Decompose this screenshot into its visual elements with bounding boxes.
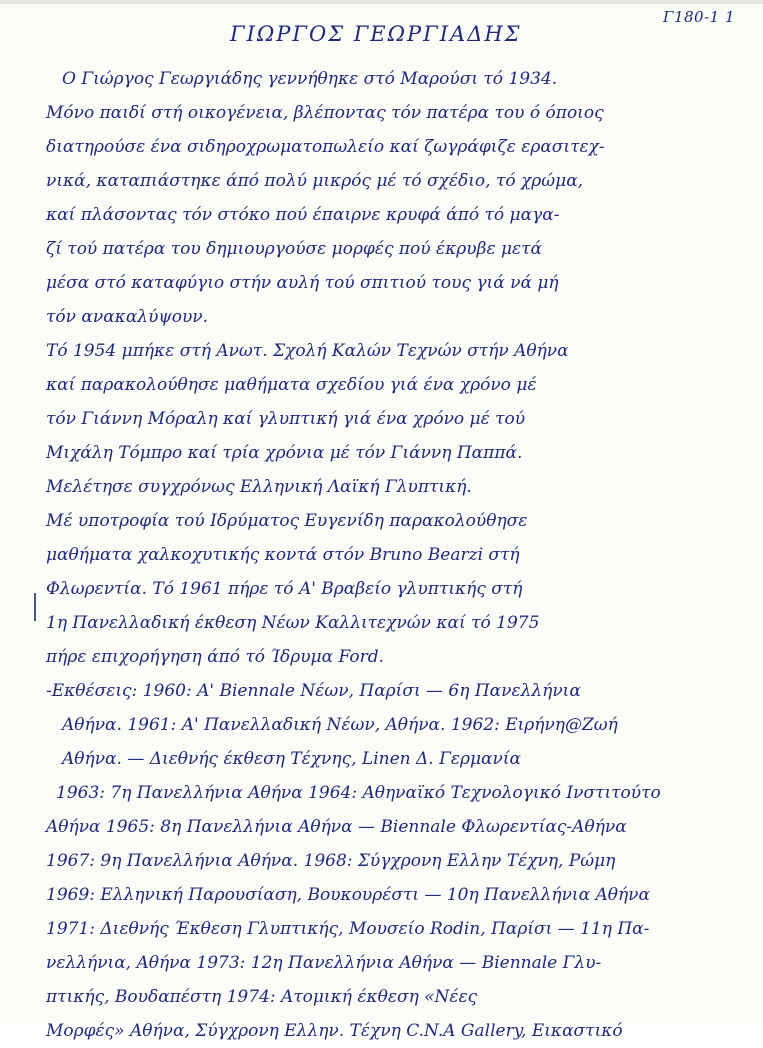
line-text: Τό 1954 μπήκε στή Ανωτ. Σχολή Καλών Τεχνών στήν Αθήνα — [46, 341, 569, 361]
line-text: Μόνο παιδί στή οικογένεια, βλέποντας τόν πατέρα του ό όποιος — [46, 103, 604, 123]
line-text: ζί τού πατέρα του δημιουργούσε μορφές πού έκρυβε μετά — [46, 239, 543, 259]
line-text: 1969: Ελληνική Παρουσίαση, Βουκουρέστι — 10η Πανελλήνια Αθήνα — [46, 885, 650, 905]
text-line — [46, 470, 746, 504]
line-text: καί παρακολούθησε μαθήματα σχεδίου γιά ένα χρόνο μέ — [46, 375, 537, 395]
line-text: 1η Πανελλαδική έκθεση Νέων Καλλιτεχνών καί τό 1975 — [46, 613, 540, 633]
archive-reference: Γ180-1 1 — [663, 8, 735, 26]
text-line — [46, 504, 746, 538]
text-line — [46, 334, 746, 368]
text-line — [46, 742, 746, 776]
line-text: νελλήνια, Αθήνα 1973: 12η Πανελλήνια Αθήνα — Biennale Γλυ- — [46, 953, 602, 973]
text-line — [46, 538, 746, 572]
line-text: διατηρούσε ένα σιδηροχρωματοπωλείο καί ζωγράφιζε ερασιτεχ- — [46, 137, 605, 157]
line-text: Μελέτησε συγχρόνως Ελληνική Λαϊκή Γλυπτική. — [46, 477, 472, 497]
line-text: Αθήνα. 1961: Α' Πανελλαδική Νέων, Αθήνα. 1962: Ειρήνη@Ζωή — [62, 715, 618, 735]
line-text: νικά, καταπιάστηκε άπό πολύ μικρός μέ τό σχέδιο, τό χρώμα, — [46, 171, 584, 191]
text-line — [46, 96, 746, 130]
line-text: Φλωρεντία. Τό 1961 πήρε τό Α' Βραβείο γλυπτικής στή — [46, 579, 523, 599]
paper-edge — [0, 0, 763, 4]
line-text: 1971: Διεθνής Έκθεση Γλυπτικής, Μουσείο Rodin, Παρίσι — 11η Πα- — [46, 919, 650, 939]
handwritten-text-body — [46, 62, 746, 1048]
text-line — [46, 164, 746, 198]
line-text: Αθήνα 1965: 8η Πανελλήνια Αθήνα — Biennale Φλωρεντίας-Αθήνα — [46, 817, 627, 837]
text-line — [46, 62, 746, 96]
text-line — [46, 844, 746, 878]
text-line — [46, 198, 746, 232]
text-line — [46, 878, 746, 912]
text-line — [46, 368, 746, 402]
text-line — [46, 810, 746, 844]
line-text: πτικής, Βουδαπέστη 1974: Ατομική έκθεση «Νέες — [46, 987, 478, 1007]
page-title: ΓΙΩΡΓΟΣ ΓΕΩΡΓΙΑΔΗΣ — [230, 22, 522, 46]
line-text: 1963: 7η Πανελλήνια Αθήνα 1964: Αθηναϊκό Τεχνολογικό Ινστιτούτο — [56, 783, 661, 803]
line-text: πήρε επιχορήγηση άπό τό Ίδρυμα Ford. — [46, 647, 384, 667]
line-text: μαθήματα χαλκοχυτικής κοντά στόν Bruno Bearzi στή — [46, 545, 520, 565]
margin-mark — [34, 593, 36, 621]
text-line — [46, 640, 746, 674]
text-line — [46, 232, 746, 266]
text-line — [46, 606, 746, 640]
line-text: μέσα στό καταφύγιο στήν αυλή τού σπιτιού τους γιά νά μή — [46, 273, 559, 293]
line-text: Μέ υποτροφία τού Ιδρύματος Ευγενίδη παρακολούθησε — [46, 511, 528, 531]
text-line — [46, 300, 746, 334]
text-line — [46, 674, 746, 708]
line-text: 1967: 9η Πανελλήνια Αθήνα. 1968: Σύγχρονη Ελλην Τέχνη, Ρώμη — [46, 851, 616, 871]
text-line — [46, 402, 746, 436]
line-text: Αθήνα. — Διεθνής έκθεση Τέχνης, Linen Δ. Γερμανία — [62, 749, 521, 769]
text-line — [46, 708, 746, 742]
text-line — [46, 130, 746, 164]
line-text: καί πλάσοντας τόν στόκο πού έπαιρνε κρυφά άπό τό μαγα- — [46, 205, 560, 225]
text-line — [46, 980, 746, 1014]
line-text: Μιχάλη Τόμπρο καί τρία χρόνια μέ τόν Γιάννη Παππά. — [46, 443, 523, 463]
line-text: τόν ανακαλύψουν. — [46, 307, 209, 327]
text-line — [46, 946, 746, 980]
line-text: Ο Γιώργος Γεωργιάδης γεννήθηκε στό Μαρούσι τό 1934. — [62, 69, 558, 89]
line-text: Μορφές» Αθήνα, Σύγχρονη Ελλην. Τέχνη C.N.A Gallery, Εικαστικό — [46, 1021, 623, 1041]
text-line — [46, 572, 746, 606]
text-line — [46, 436, 746, 470]
line-text: τόν Γιάννη Μόραλη καί γλυπτική γιά ένα χρόνο μέ τού — [46, 409, 526, 429]
line-text: -Εκθέσεις: 1960: Α' Biennale Νέων, Παρίσι — 6η Πανελλήνια — [46, 681, 581, 701]
text-line — [46, 266, 746, 300]
text-line — [46, 776, 746, 810]
text-line — [46, 912, 746, 946]
text-line — [46, 1014, 746, 1048]
